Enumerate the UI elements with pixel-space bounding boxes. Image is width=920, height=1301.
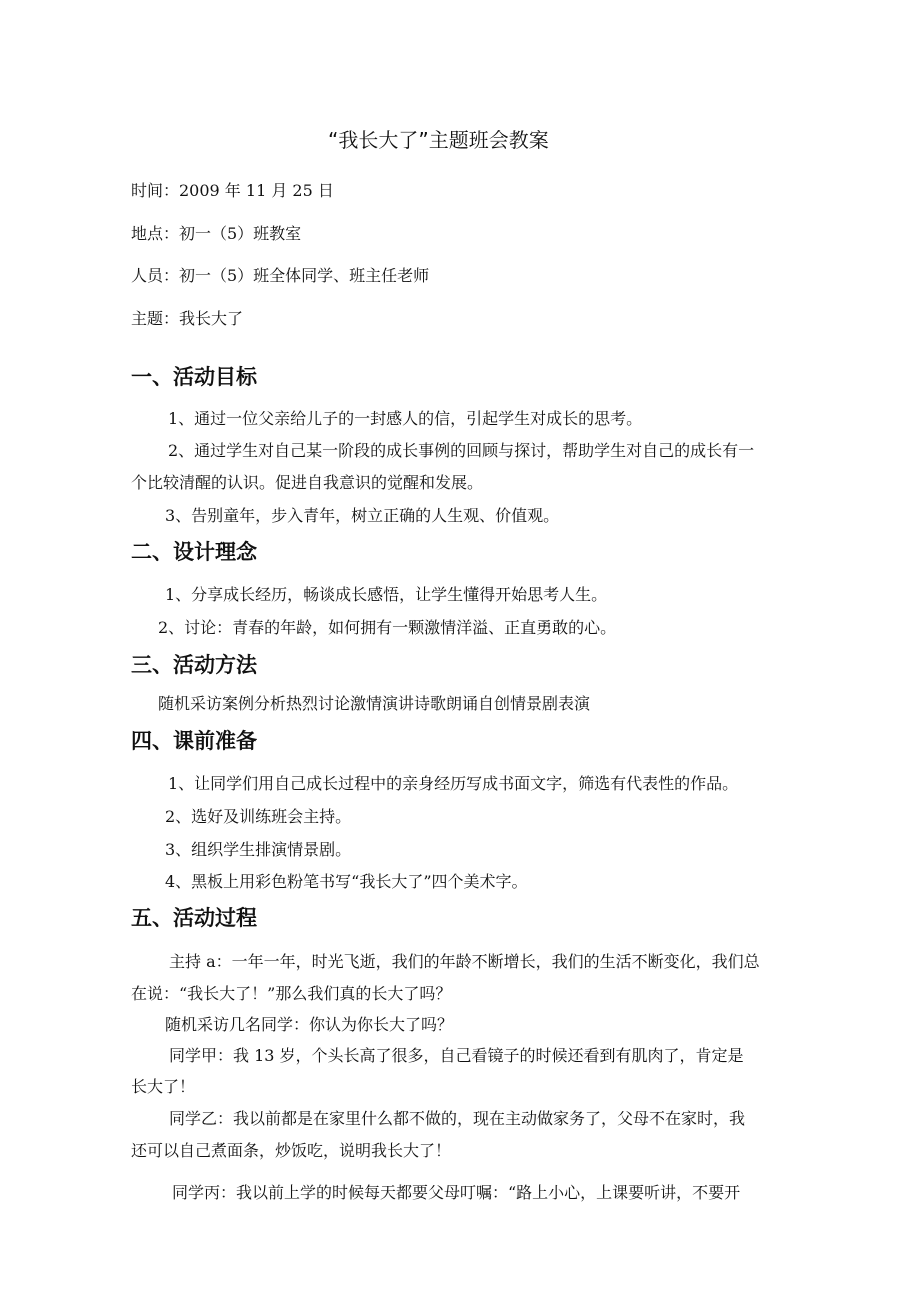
section-heading: 五、活动过程 xyxy=(131,906,257,930)
section-heading: 一、活动目标 xyxy=(131,365,257,389)
paragraph-line: 3、组织学生排演情景剧。 xyxy=(165,840,352,859)
paragraph-line: 主持 a：一年一年，时光飞逝，我们的年龄不断增长，我们的生活不断变化，我们总 xyxy=(169,952,760,971)
paragraph-line: 同学甲：我 13 岁，个头长高了很多，自己看镜子的时候还看到有肌肉了，肯定是 xyxy=(169,1046,744,1065)
paragraph-line: 同学乙：我以前都是在家里什么都不做的，现在主动做家务了，父母不在家时，我 xyxy=(169,1109,746,1128)
meta-people: 人员：初一（5）班全体同学、班主任老师 xyxy=(131,266,430,285)
paragraph-line: 1、让同学们用自己成长过程中的亲身经历写成书面文字，筛选有代表性的作品。 xyxy=(168,774,739,793)
paragraph-line: 还可以自己煮面条，炒饭吃，说明我长大了！ xyxy=(131,1141,452,1160)
document-title: “我长大了”主题班会教案 xyxy=(328,128,549,152)
paragraph-line: 4、黑板上用彩色粉笔书写“我长大了”四个美术字。 xyxy=(165,872,528,891)
paragraph-line: 长大了！ xyxy=(131,1077,196,1096)
paragraph-line: 2、通过学生对自己某一阶段的成长事例的回顾与探讨，帮助学生对自己的成长有一 xyxy=(168,441,755,460)
paragraph-line: 在说：“我长大了！”那么我们真的长大了吗？ xyxy=(131,984,452,1003)
meta-place: 地点：初一（5）班教室 xyxy=(131,224,302,243)
paragraph-line: 随机采访案例分析热烈讨论激情演讲诗歌朗诵自创情景剧表演 xyxy=(158,694,591,713)
paragraph-line: 1、分享成长经历，畅谈成长感悟，让学生懂得开始思考人生。 xyxy=(165,585,608,604)
section-heading: 四、课前准备 xyxy=(131,729,257,753)
meta-theme: 主题：我长大了 xyxy=(131,309,244,328)
paragraph-line: 2、讨论：青春的年龄，如何拥有一颗激情洋溢、正直勇敢的心。 xyxy=(158,618,617,637)
paragraph-line: 1、通过一位父亲给儿子的一封感人的信，引起学生对成长的思考。 xyxy=(168,409,643,428)
meta-time: 时间：2009 年 11 月 25 日 xyxy=(131,181,334,200)
paragraph-line: 3、告别童年，步入青年，树立正确的人生观、价值观。 xyxy=(165,506,560,525)
paragraph-line: 同学丙：我以前上学的时候每天都要父母叮嘱：“路上小心，上课要听讲，不要开 xyxy=(172,1183,741,1202)
section-heading: 三、活动方法 xyxy=(131,653,257,677)
paragraph-line: 2、选好及训练班会主持。 xyxy=(165,807,352,826)
paragraph-line: 随机采访几名同学：你认为你长大了吗？ xyxy=(165,1015,454,1034)
section-heading: 二、设计理念 xyxy=(131,540,257,564)
paragraph-line: 个比较清醒的认识。促进自我意识的觉醒和发展。 xyxy=(131,473,484,492)
